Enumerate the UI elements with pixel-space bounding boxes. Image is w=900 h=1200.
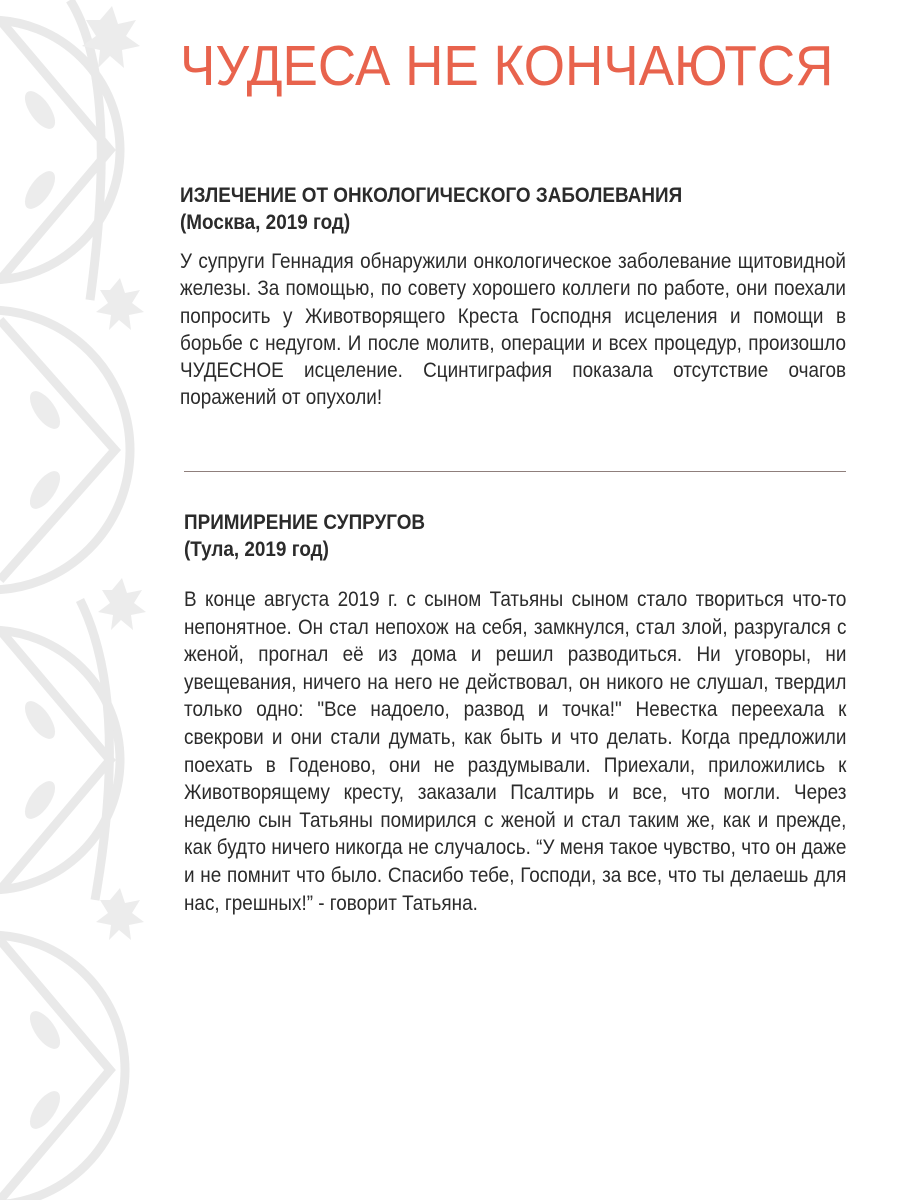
floral-ornament-icon: [0, 0, 150, 1200]
section-body: [180, 248, 846, 412]
story-section-reconciliation: [184, 509, 846, 917]
section-heading: ПРИМИРЕНИЕ СУПРУГОВ: [184, 511, 426, 534]
section-body-text: У супруги Геннадия обнаружили онкологическое заболевание щитовидной железы. За помощью, по совету хорошего коллеги по работе, они поехали попросить у Животворящего Креста Господня исцеления и помощи в борьбе с недугом. И после молитв, операции и всех процедур, произошло ЧУДЕСНОЕ исцеление. Сцинтиграфия показала отсутствие очагов поражений от опухоли!: [180, 250, 846, 410]
story-section-healing: [180, 182, 846, 412]
section-body-text: В конце августа 2019 г. с сыном Татьяны сыном стало твориться что-то непонятное. Он стал непохож на себя, замкнулся, стал злой, разругался с женой, прогнал её из дома и решил разводиться. Ни уговоры, ни увещевания, ничего на него не действовал, он никого не слушал, твердил только одно: "Все надоело, развод и точка!" Невестка переехала к свекрови и они стали думать, как быть и что делать. Когда предложили поехать в Годеново, они не раздумывали. Приехали, приложились к Животворящему кресту, заказали Псалтирь и все, что могли. Через неделю сын Татьяны помирился с женой и стал таким же, как и прежде, как будто ничего никогда не случалось. “У меня такое чувство, что он даже и не помнит что было. Спасибо тебе, Господи, за все, что ты делаешь для нас, грешных!” - говорит Татьяна.: [184, 588, 847, 915]
section-divider: [184, 471, 846, 472]
section-subheading: (Москва, 2019 год): [180, 211, 351, 234]
page-title: ЧУДЕСА НЕ КОНЧАЮТСЯ: [180, 34, 834, 98]
section-body: [184, 586, 846, 917]
section-heading: ИЗЛЕЧЕНИЕ ОТ ОНКОЛОГИЧЕСКОГО ЗАБОЛЕВАНИЯ: [180, 184, 683, 207]
section-subheading: (Тула, 2019 год): [184, 538, 329, 561]
